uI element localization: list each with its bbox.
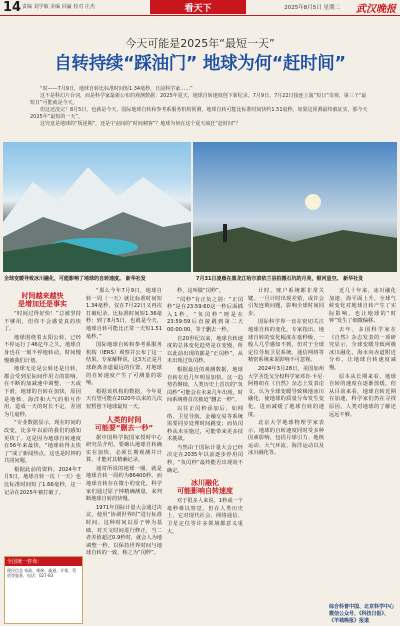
body-paragraph: 根据此前的资料，2024年7月5日，地球自转一次（一天）也比标准时间短了1.66毫秒，这一记录在2025年被打破了。: [4, 466, 81, 496]
pole-silhouette: [223, 224, 227, 242]
subheading: 冰川融化 可能影响自转速度: [177, 479, 233, 496]
body-paragraph: 2024年3月28日，美国加州大学圣迭戈分校科学家邓肯·卡尼·阿格纽在《自然》杂志上发表论文，认为全球变暖导致极地冰川融化，使地球的质量分布发生变化，进而减缓了地球自转的速度。: [248, 365, 324, 418]
body-paragraph: 秒，这叫做“闰秒”。: [177, 288, 224, 294]
body-paragraph: 根据该机构的数据，今年夏天有望可能在2020年以来的几次短暂创下地球最短一天。: [86, 388, 162, 410]
column-4: [248, 288, 324, 459]
moon-shape: [305, 194, 321, 210]
body-paragraph: 对于很多人来说，1秒或一个毫秒难以察觉，但在人类历史上，它对现代社会、网络通信、卫星定位等许多领域都意义重大。: [167, 498, 243, 535]
body-paragraph: 自20世纪以来，地球自转速度的总体变化趋势是在变慢，所以此前出现的都是“正闰秒”，从未出现过负闰秒。: [167, 335, 243, 365]
body-paragraph: 国际科学界一直在密切关注地球自转的变化。专家指出，地球自转的变化幅度在毫秒级，一般人几乎感知不到，但对于全球定位导航卫星系统、通信网络等精密系统来说影响不可忽视。: [248, 319, 324, 364]
page-number: 14: [3, 0, 22, 15]
night-sky-photo: [193, 142, 397, 272]
column-5: [329, 288, 396, 420]
ad-text: 便民信息 家政、维修、疏通、开锁、管道等服务，电话：027-83: [7, 568, 77, 578]
subheading: 时间越来越快 是增加还是事实: [18, 292, 67, 308]
header-rule: [0, 15, 400, 16]
lead-paragraph: 这究竟是地球的“叛逆期”，还是宇宙间的“时间刺客”？地球为何在这个夏天疯狂“赶时间”？: [40, 121, 241, 127]
column-3: [167, 288, 243, 537]
issue-date: 2025年8月5日 星期二: [284, 5, 340, 11]
moonrise-illustration: [193, 142, 397, 272]
body-paragraph: “那么今年7月9日，地球自转一周（一天）就比标准时间短1.34毫秒，仅在7月22日又再次打破纪录，比标准时间短1.36毫秒；到了8月5日，也就是今天，地球自转可能比正常一天短1.51毫秒。”: [86, 288, 162, 340]
glacier-illustration: [3, 142, 191, 272]
ad-title: 全国统一咨询：: [5, 557, 82, 566]
body-paragraph: 原本从长期来看，地球自转的速度在逐渐放缓。但从目前来看，地球自转近期在加速，科学家们仍在寻找原因，人类对地球的了解还远远不够。: [329, 373, 396, 418]
body-paragraph: “时间过得好快！”总被坚持不够用，但你不会感觉真的快了。: [4, 311, 81, 333]
subheading: 人类的时间 可能要“删去一秒”: [94, 415, 154, 432]
body-paragraph: “闰秒”有正负之别：“正闰秒”是在23:59:60这一秒后面插入1秒，“负闰秒”则是在23:59:59后直接跳到第二天00:00:00，等于删去一秒。: [167, 296, 243, 333]
column-2: [86, 288, 162, 559]
lead-paragraph: 这不是科幻片台词，而是科学家最新公布的观测数据：2025年夏天，地球自转速度创下新纪录。7月9日、7月22日接连上演“短日”奇观，第三个“最短日”可能就是今天。: [30, 93, 367, 106]
body-paragraph: 地球围绕着太阳公转，已经不停运行了46亿年之久。地球自身也在一刻不停地转动，时间慢慢被我们计划。: [4, 334, 81, 364]
body-paragraph: 以往正闰秒添加后，如网络、卫星导航、金融交易等系统需要同步处理时间跳变；而负闰秒从未实施过，可能带来更多技术挑战。: [167, 405, 243, 443]
body-paragraph: 通常所说的地球一圈，就是地球自转一周约为86400秒。而地球自转存在微小的变化，科学家们通过原子钟精确测量，来判断地球自转的快慢。: [86, 465, 162, 503]
body-paragraph: 近几十年来，冰川融化加速，海平面上升，全球气候变化对地球自转产生了实际影响，也让地球的“时钟”发生了细微偏移。: [329, 288, 396, 325]
editor-credits: 责编 刘学敏 美编 回赢 校对 庄杰: [22, 4, 95, 10]
article-kicker: 今天可能是2025年“最短一天”: [125, 37, 275, 50]
section-title: 看天下: [150, 0, 246, 14]
body-paragraph: 去年，多国科学家在《自然》杂志发表的一项研究显示，全球变暖导致两极冰川融化，海水向赤道附近分布，让地球自转速度减慢。: [329, 326, 396, 371]
body-paragraph: 地球无论是公转还是自转，都会受到星际间作用力的影响。在不断的加减速中调整，一天或下滑，地球的自转在加快，原因是地核、海洋和大气的相互作用，造成一天的时长不定，差别为几毫秒。: [4, 366, 81, 418]
column-1: [4, 288, 81, 498]
body-paragraph: 据中国科学院国家授时中心研究员介绍，要确认地球自转确实在加快，必须长期观测并计算，才能对其精确记录。: [86, 434, 162, 464]
photo-caption-right: 7月31日凌晨在黑龙江哈尔滨依兰县拍摄石坑的月亮，银河星空。 新华社发: [196, 276, 364, 282]
article-headline: 自转持续“踩油门” 地球为何“赶时间”: [54, 54, 346, 74]
body-paragraph: 1971年国际计量大会通过决议，使用“协调世界时”进行标准时间。这种时间以原子钟为基础，对天文时间进行修正，当二者差值超过0.9秒时，就会人为地调整一秒，以保持世界时间与地球自转的一致，称之为“闰秒”。: [86, 504, 162, 557]
newspaper-logo: 武汉晚报: [356, 4, 396, 15]
lead-paragraph: 但这还没完！8月5日，也就是今天，国际地球自转和参考系服务机构预测，地球自转可能比标准时间快约1.51毫秒。如果这预测最终被证实，那今天2025年“最短的一天”。: [30, 107, 368, 120]
body-paragraph: 北京大学地球物理学家表示，地球的自转速度同时受多种因素影响，包括月球引力、地核运动、大气环流、海洋运动以及冰川融化等。: [248, 420, 324, 457]
body-paragraph: 计时、账户系统都非常关键。一旦计时出现差错，或许会引发连锁问题，影响全球时间同步。: [248, 288, 324, 317]
body-paragraph: 根据最近的观测数据，地球自转在近几年明显加快。这一趋势若继续，人类历史上首次的“负闰秒”可能会在未来几年出现，时间系统将首次被迫“删去一秒”。: [167, 366, 243, 404]
body-paragraph: 国际地球自转和参考系服务机构（IERS）观察并公布了这一结果。专家解释说，这3天正是月球距离赤道最远的位置，对地球的自转速度产生了可测量的影响。: [86, 342, 162, 387]
article-lead: [30, 86, 370, 128]
classified-ad: [4, 556, 83, 624]
body-paragraph: 当然由于国际计量大会已经决定在2035年以前逐步停用闰秒，“负闰秒”最终能否出现尚不确定。: [167, 444, 243, 474]
body-paragraph: “专业数据显示，现在时间的改变，比多年以前的我们的感知更快了。这是因为地球自转速度在56年来最快，“地球转得太快了”成了新闻热点，这也是时钟的共同问题。: [4, 420, 81, 465]
lead-paragraph: “时——7月9日，地球自转比标准时间短1.34毫秒，日前科学家……”: [40, 86, 193, 92]
photo-caption-left: 全球变暖导致冰川融化，可能影响了地球的自转速度。 新华社发: [4, 276, 146, 282]
source-credit: 综合科普中国、北京科学中心微信公众号、《科技日报》、《羊城晚报》报道: [329, 604, 395, 624]
glacier-photo: [3, 142, 191, 272]
